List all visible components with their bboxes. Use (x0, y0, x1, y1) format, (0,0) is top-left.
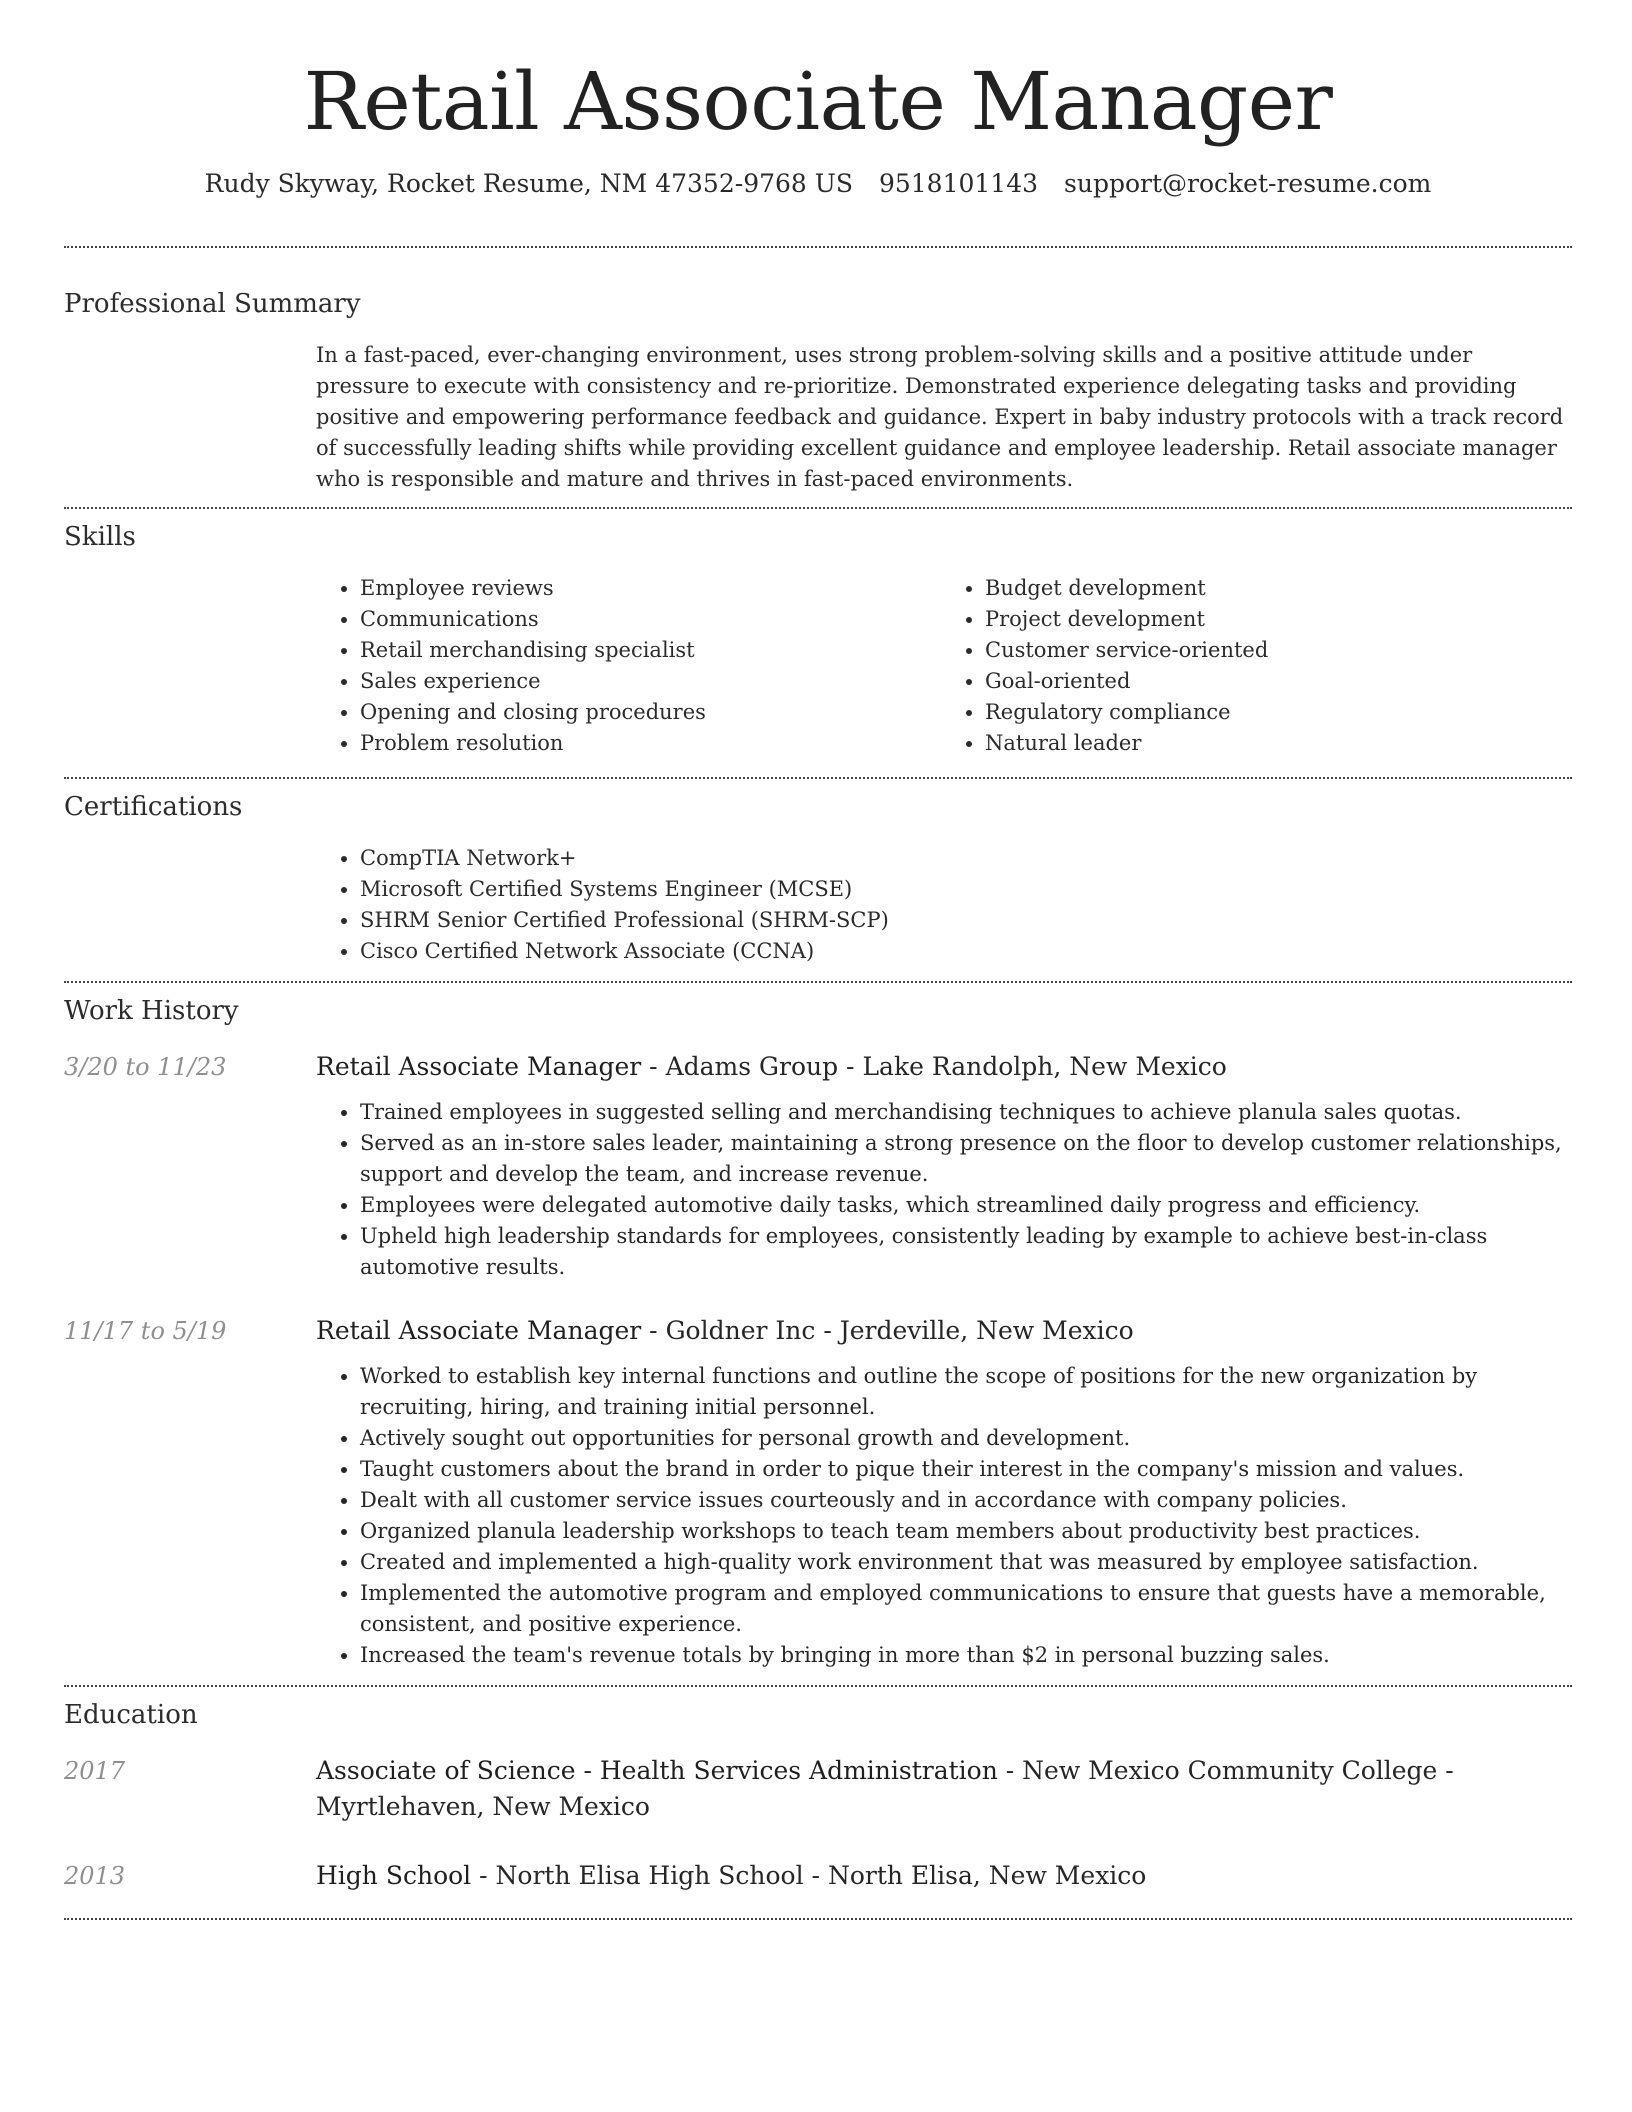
section-title-work: Work History (64, 996, 239, 1026)
skill-item: • Opening and closing procedures (360, 697, 941, 728)
education-separator: - (1437, 1756, 1454, 1785)
job-company: Goldner Inc (665, 1316, 816, 1345)
skill-item: • Customer service-oriented (985, 635, 1566, 666)
education-school: New Mexico Community College (1022, 1756, 1438, 1785)
job-bullet: • Actively sought out opportunities for personal growth and development. (360, 1423, 1572, 1454)
section-title-skills: Skills (64, 522, 136, 552)
job-separator: - (815, 1316, 840, 1345)
job-bullet: • Trained employees in suggested selling and merchandising techniques to achieve planula sales quotas. (360, 1097, 1572, 1128)
section-divider (64, 1685, 1572, 1687)
job-bullet-list (316, 1361, 1572, 1671)
education-entry (64, 1753, 1572, 1825)
job-bullet: • Served as an in-store sales leader, maintaining a strong presence on the floor to develop customer relationships, support and develop the team, and increase revenue. (360, 1128, 1572, 1190)
resume-title: Retail Associate Manager (303, 55, 1333, 148)
skill-item: • Retail merchandising specialist (360, 635, 941, 666)
job-bullet: • Organized planula leadership workshops to teach team members about productivity best practices. (360, 1516, 1572, 1547)
job-dates: 11/17 to 5/19 (64, 1317, 227, 1345)
section-divider (64, 1918, 1572, 1920)
job-separator: - (641, 1052, 666, 1081)
section-title-summary: Professional Summary (64, 289, 361, 319)
education-heading (316, 1753, 1572, 1825)
skill-item: • Goal-oriented (985, 666, 1566, 697)
skill-item: • Regulatory compliance (985, 697, 1566, 728)
contact-address: Rudy Skyway, Rocket Resume, NM 47352-9768 US (204, 169, 853, 198)
education-section (64, 1697, 1572, 1894)
skills-list-right (941, 573, 1566, 759)
job-bullet: • Dealt with all customer service issues courteously and in accordance with company policies. (360, 1485, 1572, 1516)
education-separator: - (471, 1861, 496, 1890)
contact-email[interactable]: support@rocket-resume.com (1064, 169, 1432, 198)
job-bullet: • Implemented the automotive program and employed communications to ensure that guests have a memorable, consistent, and positive experience. (360, 1578, 1572, 1640)
education-separator: - (575, 1756, 600, 1785)
job-bullets (316, 1361, 1572, 1671)
skill-item: • Problem resolution (360, 728, 941, 759)
education-year: 2013 (64, 1862, 126, 1890)
job-separator: - (838, 1052, 863, 1081)
education-school: North Elisa High School (495, 1861, 804, 1890)
skill-item: • Employee reviews (360, 573, 941, 604)
education-year: 2017 (64, 1757, 126, 1785)
job-bullet: • Increased the team's revenue totals by bringing in more than $2 in personal buzzing sales. (360, 1640, 1572, 1671)
certification-item: • SHRM Senior Certified Professional (SHRM-SCP) (360, 905, 1566, 936)
summary-section (64, 286, 1572, 495)
work-section (64, 993, 1572, 1671)
education-entry (64, 1858, 1572, 1894)
job-dates: 3/20 to 11/23 (64, 1053, 227, 1081)
job-bullet: • Worked to establish key internal functions and outline the scope of positions for the new organization by recruiting, hiring, and training initial personnel. (360, 1361, 1572, 1423)
section-divider (64, 981, 1572, 983)
job-bullet: • Upheld high leadership standards for employees, consistently leading by example to achieve best-in-class automotive results. (360, 1221, 1572, 1283)
job-role: Retail Associate Manager (316, 1052, 642, 1081)
section-divider (64, 777, 1572, 779)
job-location: Jerdeville, New Mexico (839, 1316, 1134, 1345)
job-bullets (316, 1097, 1572, 1283)
skill-item: • Natural leader (985, 728, 1566, 759)
job-heading (316, 1313, 1572, 1349)
education-degree: High School (316, 1861, 472, 1890)
section-divider (64, 246, 1572, 248)
job-separator: - (641, 1316, 666, 1345)
education-separator: - (997, 1756, 1023, 1785)
job-bullet: • Created and implemented a high-quality work environment that was measured by employee satisfaction. (360, 1547, 1572, 1578)
skills-section (64, 519, 1572, 759)
job-location: Lake Randolph, New Mexico (862, 1052, 1227, 1081)
section-divider (64, 507, 1572, 509)
job-company: Adams Group (665, 1052, 839, 1081)
contact-line (64, 166, 1572, 202)
education-location: Myrtlehaven, New Mexico (316, 1792, 650, 1821)
section-title-education: Education (64, 1700, 198, 1730)
skill-item: • Sales experience (360, 666, 941, 697)
job-heading (316, 1049, 1572, 1085)
job-role: Retail Associate Manager (316, 1316, 642, 1345)
job-bullet: • Employees were delegated automotive daily tasks, which streamlined daily progress and efficiency. (360, 1190, 1572, 1221)
education-heading (316, 1858, 1572, 1894)
skill-item: • Budget development (985, 573, 1566, 604)
education-degree: Associate of Science (316, 1756, 576, 1785)
resume-page (64, 0, 1572, 1920)
skill-item: • Communications (360, 604, 941, 635)
job-entry (64, 1313, 1572, 1671)
education-separator: - (803, 1861, 828, 1890)
certifications-section (64, 789, 1572, 967)
certification-item: • Cisco Certified Network Associate (CCNA) (360, 936, 1566, 967)
certification-item: • CompTIA Network+ (360, 843, 1566, 874)
section-title-certifications: Certifications (64, 792, 243, 822)
job-entry (64, 1049, 1572, 1283)
education-location: North Elisa, New Mexico (827, 1861, 1147, 1890)
education-field: Health Services Administration (599, 1756, 998, 1785)
certifications-list (316, 843, 1566, 967)
job-bullet: • Taught customers about the brand in order to pique their interest in the company's mission and values. (360, 1454, 1572, 1485)
skills-columns (316, 573, 1566, 759)
job-bullet-list (316, 1097, 1572, 1283)
skills-list-left (316, 573, 941, 759)
summary-text: In a fast-paced, ever-changing environment, uses strong problem-solving skills and a positive attitude under pressure to execute with consistency and re-prioritize. Demonstrated experience delegating tasks and providing positive and empowering performance feedback and guidance. Expert in baby industry protocols with a track record of successfully leading shifts while providing excellent guidance and employee leadership. Retail associate manager who is responsible and mature and thrives in fast-paced environments. (316, 343, 1564, 491)
contact-phone: 9518101143 (878, 169, 1039, 198)
certifications-block (316, 843, 1566, 967)
resume-header (64, 0, 1572, 202)
certification-item: • Microsoft Certified Systems Engineer (MCSE) (360, 874, 1566, 905)
skill-item: • Project development (985, 604, 1566, 635)
